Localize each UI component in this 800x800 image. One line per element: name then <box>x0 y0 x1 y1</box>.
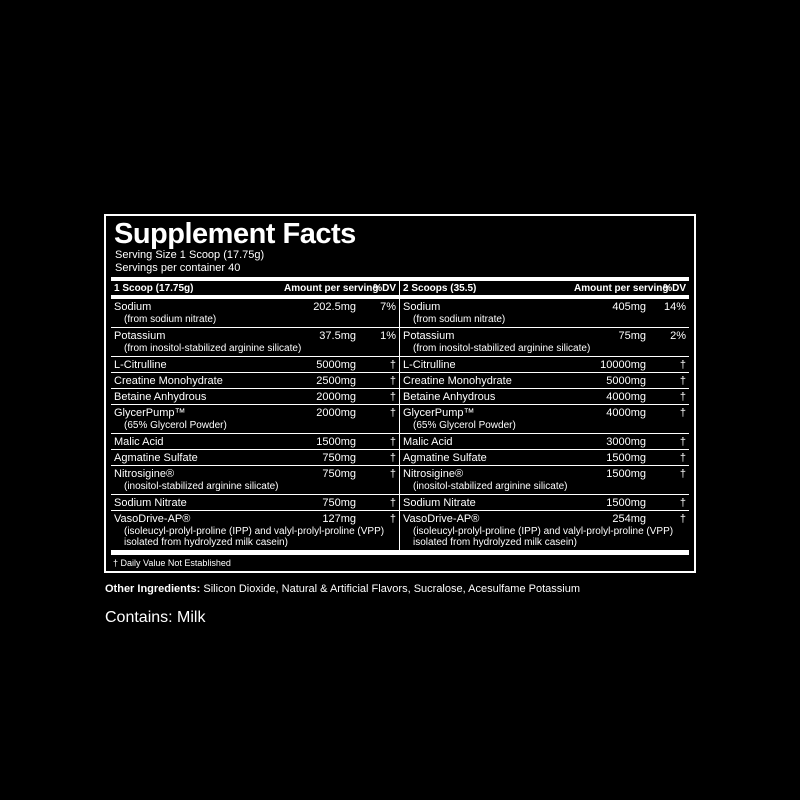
ingredient-main-line <box>111 466 399 481</box>
servings-per-container: Servings per container 40 <box>115 262 241 274</box>
ingredient-amount: 4000mg <box>606 391 646 403</box>
ingredient-name: Nitrosigine® <box>114 468 175 480</box>
other-ingredients-label: Other Ingredients: <box>105 583 201 595</box>
ingredient-name: Betaine Anhydrous <box>114 391 207 403</box>
ingredient-main-line <box>400 357 689 372</box>
supplement-facts-panel <box>104 214 696 573</box>
ingredient-amount: 1500mg <box>606 497 646 509</box>
ingredient-row <box>400 405 689 434</box>
ingredient-row <box>400 389 689 405</box>
ingredient-sub-text: (from sodium nitrate) <box>413 314 506 325</box>
ingredient-dv: 2% <box>670 330 686 342</box>
ingredient-main-line <box>400 434 689 449</box>
supplement-facts-title: Supplement Facts <box>114 218 356 250</box>
ingredient-main-line <box>111 357 399 372</box>
ingredient-amount: 3000mg <box>606 436 646 448</box>
ingredient-name: Sodium Nitrate <box>114 497 187 509</box>
ingredient-row <box>111 405 399 434</box>
ingredient-main-line <box>111 405 399 420</box>
column-header-amount: Amount per serving <box>574 283 669 294</box>
ingredient-name: VasoDrive-AP® <box>403 513 480 525</box>
ingredient-main-line <box>111 495 399 510</box>
ingredient-row <box>400 450 689 466</box>
column-header-dv: %DV <box>663 283 686 294</box>
other-ingredients <box>105 583 696 596</box>
ingredient-name: VasoDrive-AP® <box>114 513 191 525</box>
ingredient-main-line <box>111 328 399 343</box>
ingredient-name: Sodium <box>114 301 152 313</box>
daily-value-footnote: † Daily Value Not Established <box>113 558 231 568</box>
ingredient-name: Nitrosigine® <box>403 468 464 480</box>
column-header-amount: Amount per serving <box>284 283 379 294</box>
ingredient-row <box>111 511 399 550</box>
ingredient-dv: † <box>389 436 396 448</box>
ingredient-main-line <box>111 450 399 465</box>
ingredient-main-line <box>111 389 399 404</box>
ingredient-amount: 5000mg <box>606 375 646 387</box>
ingredient-amount: 2000mg <box>316 407 356 419</box>
ingredient-sub-text: (65% Glycerol Powder) <box>124 420 227 431</box>
ingredient-main-line <box>400 389 689 404</box>
ingredient-amount: 2500mg <box>316 375 356 387</box>
ingredient-amount: 202.5mg <box>313 301 356 313</box>
ingredient-dv: † <box>389 452 396 464</box>
ingredient-dv: † <box>389 407 396 419</box>
ingredient-amount: 254mg <box>612 513 646 525</box>
column-header <box>400 281 689 295</box>
ingredient-sub-text: (from sodium nitrate) <box>124 314 217 325</box>
ingredient-sub-text: (from inositol-stabilized arginine silicate) <box>124 343 302 354</box>
ingredient-name: Potassium <box>403 330 455 342</box>
column-header-serving: 2 Scoops (35.5) <box>403 283 477 294</box>
ingredient-amount: 1500mg <box>606 468 646 480</box>
ingredient-main-line <box>400 328 689 343</box>
ingredient-main-line <box>400 511 689 526</box>
ingredient-row <box>400 434 689 450</box>
ingredient-amount: 37.5mg <box>319 330 356 342</box>
ingredient-main-line <box>111 434 399 449</box>
other-ingredients-text: Silicon Dioxide, Natural & Artificial Flavors, Sucralose, Acesulfame Potassium <box>203 583 581 595</box>
ingredient-row <box>111 389 399 405</box>
ingredient-dv: † <box>679 436 686 448</box>
ingredient-amount: 750mg <box>322 497 356 509</box>
ingredient-row <box>111 495 399 511</box>
ingredient-main-line <box>400 495 689 510</box>
ingredient-main-line <box>111 373 399 388</box>
ingredient-row <box>400 357 689 373</box>
ingredient-dv: † <box>389 497 396 509</box>
ingredient-row <box>111 450 399 466</box>
contains-statement: Contains: Milk <box>105 609 206 626</box>
ingredient-sub-text: (inositol-stabilized arginine silicate) <box>124 481 279 492</box>
ingredient-row <box>111 357 399 373</box>
ingredient-name: GlycerPump™ <box>114 407 186 419</box>
ingredient-row <box>111 466 399 495</box>
ingredient-row <box>400 373 689 389</box>
ingredient-dv: † <box>679 452 686 464</box>
label-area <box>104 214 696 627</box>
ingredient-row <box>400 328 689 357</box>
column-header <box>111 281 399 295</box>
ingredient-amount: 2000mg <box>316 391 356 403</box>
ingredient-amount: 127mg <box>322 513 356 525</box>
ingredient-dv: † <box>679 497 686 509</box>
column-header-dv: %DV <box>373 283 396 294</box>
facts-columns <box>111 281 689 550</box>
ingredient-name: Agmatine Sulfate <box>403 452 487 464</box>
ingredient-main-line <box>400 450 689 465</box>
ingredient-name: Betaine Anhydrous <box>403 391 496 403</box>
facts-column-1 <box>111 281 400 550</box>
ingredient-main-line <box>400 299 689 314</box>
ingredient-row <box>400 495 689 511</box>
ingredient-name: Potassium <box>114 330 166 342</box>
ingredient-dv: † <box>679 359 686 371</box>
ingredient-dv: † <box>679 375 686 387</box>
ingredient-dv: † <box>679 391 686 403</box>
ingredient-main-line <box>111 511 399 526</box>
ingredient-sub-text: (inositol-stabilized arginine silicate) <box>413 481 568 492</box>
ingredient-dv: † <box>389 375 396 387</box>
ingredient-amount: 750mg <box>322 452 356 464</box>
ingredient-main-line <box>400 405 689 420</box>
ingredient-dv: † <box>679 468 686 480</box>
ingredient-row <box>111 299 399 328</box>
ingredient-name: Malic Acid <box>114 436 164 448</box>
ingredient-name: Sodium Nitrate <box>403 497 476 509</box>
ingredient-name: Creatine Monohydrate <box>403 375 512 387</box>
ingredient-dv: † <box>679 513 686 525</box>
ingredient-amount: 1500mg <box>606 452 646 464</box>
ingredient-row <box>400 466 689 495</box>
ingredient-sub-text: (isoleucyl-prolyl-proline (IPP) and valyl-prolyl-proline (VPP) isolated from hydrolyzed milk casein) <box>124 526 385 548</box>
ingredient-dv: † <box>679 407 686 419</box>
ingredient-name: Sodium <box>403 301 441 313</box>
ingredient-row <box>400 511 689 550</box>
ingredient-dv: † <box>389 391 396 403</box>
ingredient-name: L-Citrulline <box>403 359 456 371</box>
ingredient-amount: 1500mg <box>316 436 356 448</box>
ingredient-main-line <box>111 299 399 314</box>
ingredient-sub-text: (isoleucyl-prolyl-proline (IPP) and valyl-prolyl-proline (VPP) isolated from hydrolyzed milk casein) <box>413 526 674 548</box>
ingredient-name: Creatine Monohydrate <box>114 375 223 387</box>
ingredient-main-line <box>400 466 689 481</box>
ingredient-row <box>111 373 399 389</box>
ingredient-dv: 1% <box>380 330 396 342</box>
serving-size: Serving Size 1 Scoop (17.75g) <box>115 249 265 261</box>
ingredient-dv: 14% <box>663 301 686 313</box>
ingredient-dv: 7% <box>380 301 396 313</box>
ingredient-row <box>111 328 399 357</box>
ingredient-amount: 10000mg <box>600 359 646 371</box>
ingredient-amount: 75mg <box>618 330 646 342</box>
ingredient-name: Agmatine Sulfate <box>114 452 198 464</box>
column-header-serving: 1 Scoop (17.75g) <box>114 283 194 294</box>
ingredient-dv: † <box>389 468 396 480</box>
ingredient-main-line <box>400 373 689 388</box>
ingredient-name: Malic Acid <box>403 436 453 448</box>
ingredient-dv: † <box>389 359 396 371</box>
ingredient-sub-text: (65% Glycerol Powder) <box>413 420 516 431</box>
facts-column-2 <box>400 281 689 550</box>
ingredient-dv: † <box>389 513 396 525</box>
ingredient-row <box>400 299 689 328</box>
ingredient-name: L-Citrulline <box>114 359 167 371</box>
ingredient-amount: 5000mg <box>316 359 356 371</box>
ingredient-row <box>111 434 399 450</box>
ingredient-sub-text: (from inositol-stabilized arginine silicate) <box>413 343 591 354</box>
ingredient-amount: 4000mg <box>606 407 646 419</box>
ingredient-name: GlycerPump™ <box>403 407 475 419</box>
ingredient-amount: 750mg <box>322 468 356 480</box>
ingredient-amount: 405mg <box>612 301 646 313</box>
